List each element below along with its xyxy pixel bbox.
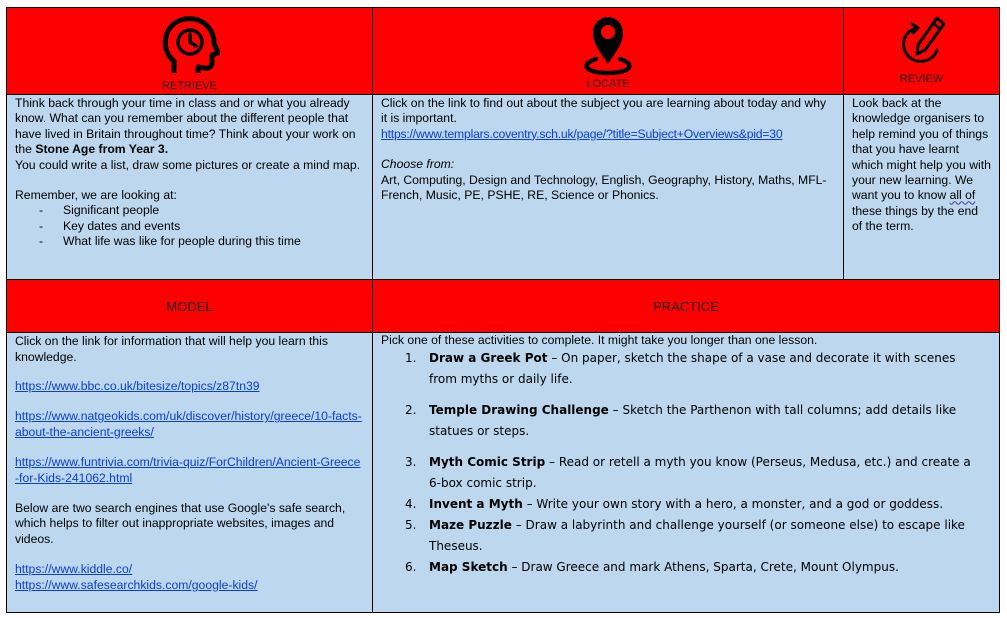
search-engines-text: Below are two search engines that use Google's safe search, which helps to filter out inappropriate websites, images and videos. <box>15 501 346 546</box>
list-item: 4. Invent a Myth – Write your own story with a hero, a monster, and a god or goddess. <box>405 497 944 511</box>
retrieve-activity: You could write a list, draw some pictures or create a mind map. <box>15 157 361 172</box>
kiddle-link[interactable]: https://www.kiddle.co/ <box>15 562 133 577</box>
head-with-clock-icon <box>160 13 220 77</box>
map-pin-icon <box>578 12 638 78</box>
retrieve-remember: Remember, we are looking at: <box>15 188 177 203</box>
review-text: Look back at the knowledge organisers to help remind you of things that you have learnt which might help you with your new learning. We want you to know all of these things by the end of the term. <box>852 96 991 234</box>
locate-intro: Click on the link to find out about the subject you are learning about today and why it is important. <box>381 96 827 126</box>
practice-header: PRACTICE <box>373 280 999 333</box>
choose-from-label: Choose from: <box>381 157 455 172</box>
review-content <box>844 95 999 280</box>
activities-list <box>381 348 991 578</box>
list-item: - Significant people <box>15 203 364 218</box>
list-item: 6. Map Sketch – Draw Greece and mark Athens, Sparta, Crete, Mount Olympus. <box>405 560 899 574</box>
review-header <box>844 8 999 95</box>
list-item: - What life was like for people during this time <box>15 234 364 249</box>
review-label: REVIEW <box>899 73 944 85</box>
safesearchkids-link[interactable]: https://www.safesearchkids.com/google-kids/ <box>15 577 258 592</box>
list-item: 5. Maze Puzzle – Draw a labyrinth and challenge yourself (or someone else) to escape like Theseus. <box>405 518 965 553</box>
locate-content <box>373 95 844 280</box>
retrieve-bullets <box>15 203 364 249</box>
model-header: MODEL <box>7 280 373 333</box>
retrieve-intro: Think back through your time in class and or what you already know. What can you remember about the different people that have lived in Britain throughout time? Think about your work on the Stone Age from Year 3. <box>15 96 356 157</box>
list-item: 3. Myth Comic Strip – Read or retell a myth you know (Perseus, Medusa, etc.) and create a 6-box comic strip. <box>405 455 971 490</box>
locate-header <box>373 8 844 95</box>
model-content <box>7 333 373 612</box>
funtrivia-link[interactable]: https://www.funtrivia.com/trivia-quiz/ForChildren/Ancient-Greece-for-Kids-241062.html <box>15 455 361 485</box>
bbc-bitesize-link[interactable]: https://www.bbc.co.uk/bitesize/topics/z87tn39 <box>15 379 260 393</box>
subject-list: Art, Computing, Design and Technology, English, Geography, History, Maths, MFL-French, Music, PE, PSHE, RE, Science or Phonics. <box>381 172 827 203</box>
retrieve-content <box>7 95 373 280</box>
subject-overviews-link[interactable]: https://www.templars.coventry.sch.uk/page/?title=Subject+Overviews&pid=30 <box>381 126 783 141</box>
learning-grid <box>6 7 1000 613</box>
practice-intro: Pick one of these activities to complete. It might take you longer than one lesson. <box>381 333 818 347</box>
list-item: - Key dates and events <box>15 219 364 234</box>
natgeokids-link[interactable]: https://www.natgeokids.com/uk/discover/history/greece/10-facts-about-the-ancient-greeks/ <box>15 409 362 439</box>
retrieve-header <box>7 8 373 95</box>
retrieve-label: RETRIEVE <box>161 80 217 92</box>
locate-label: LOCATE <box>586 78 630 90</box>
practice-content <box>373 333 999 612</box>
circular-pencil-icon <box>897 14 947 70</box>
list-item: 2. Temple Drawing Challenge – Sketch the Parthenon with tall columns; add details like statues or steps. <box>405 403 957 438</box>
model-intro: Click on the link for information that will help you learn this knowledge. <box>15 334 328 364</box>
retrieve-bold: Stone Age from Year 3. <box>35 142 169 157</box>
list-item: 1. Draw a Greek Pot – On paper, sketch the shape of a vase and decorate it with scenes from myths or daily life. <box>405 351 956 386</box>
